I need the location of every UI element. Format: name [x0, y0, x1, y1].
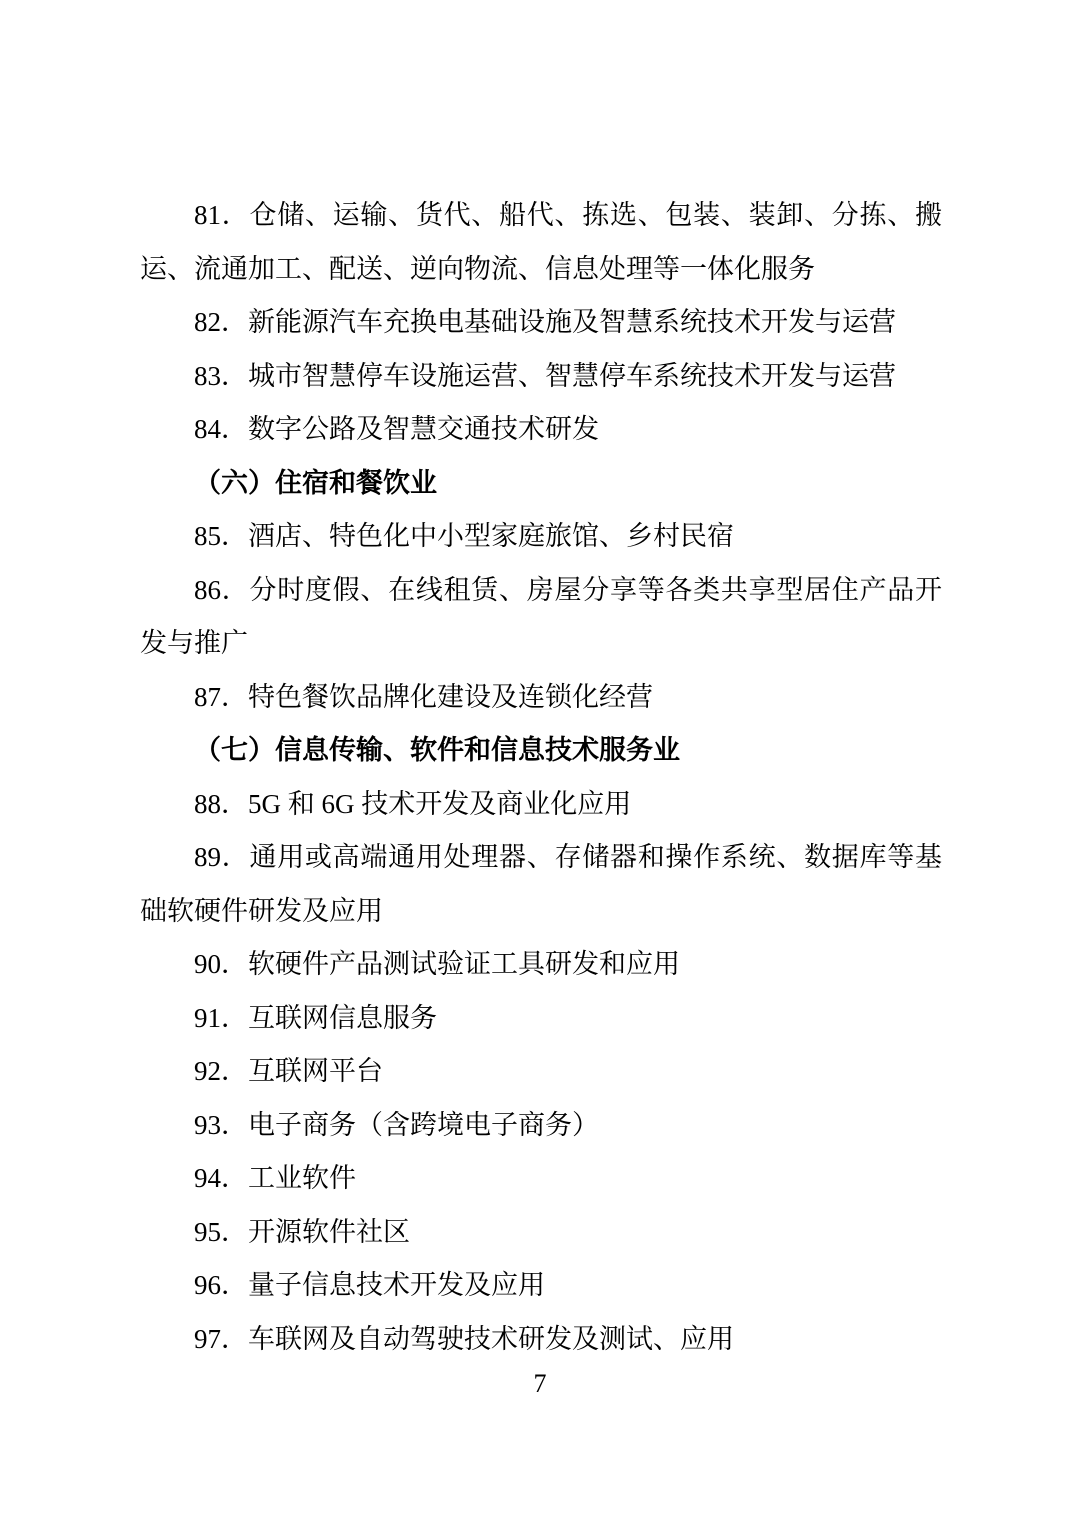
list-item-94: 94．工业软件 — [194, 1163, 356, 1193]
list-item-95: 95．开源软件社区 — [194, 1216, 410, 1247]
list-item-91: 91．互联网信息服务 — [194, 1002, 437, 1033]
list-item-84: 84．数字公路及智慧交通技术研发 — [194, 414, 599, 444]
list-item-83: 83．城市智慧停车设施运营、智慧停车系统技术开发与运营 — [194, 360, 896, 391]
list-item-89: 89．通用或高端通用处理器、存储器和操作系统、数据库等基础软硬件研发及应用 — [140, 842, 942, 926]
list-item-93: 93．电子商务（含跨境电子商务） — [194, 1109, 599, 1140]
document-body — [140, 189, 942, 1366]
list-item-90: 90．软硬件产品测试验证工具研发和应用 — [194, 949, 680, 979]
list-item-82: 82．新能源汽车充换电基础设施及智慧系统技术开发与运营 — [194, 307, 896, 337]
list-item-87: 87．特色餐饮品牌化建设及连锁化经营 — [194, 681, 653, 712]
section-heading-6: （六）住宿和餐饮业 — [194, 467, 437, 498]
list-item-96: 96．量子信息技术开发及应用 — [194, 1270, 545, 1300]
page-number: 7 — [533, 1369, 547, 1398]
list-item-88: 88．5G 和 6G 技术开发及商业化应用 — [194, 788, 632, 819]
list-item-81: 81．仓储、运输、货代、船代、拣选、包装、装卸、分拣、搬运、流通加工、配送、逆向物流、信息处理等一体化服务 — [140, 200, 942, 284]
list-item-97: 97．车联网及自动驾驶技术研发及测试、应用 — [194, 1323, 734, 1354]
list-item-85: 85．酒店、特色化中小型家庭旅馆、乡村民宿 — [194, 521, 734, 551]
list-item-92: 92．互联网平台 — [194, 1056, 383, 1086]
list-item-86: 86．分时度假、在线租赁、房屋分享等各类共享型居住产品开发与推广 — [140, 574, 942, 658]
section-heading-7: （七）信息传输、软件和信息技术服务业 — [194, 735, 680, 765]
